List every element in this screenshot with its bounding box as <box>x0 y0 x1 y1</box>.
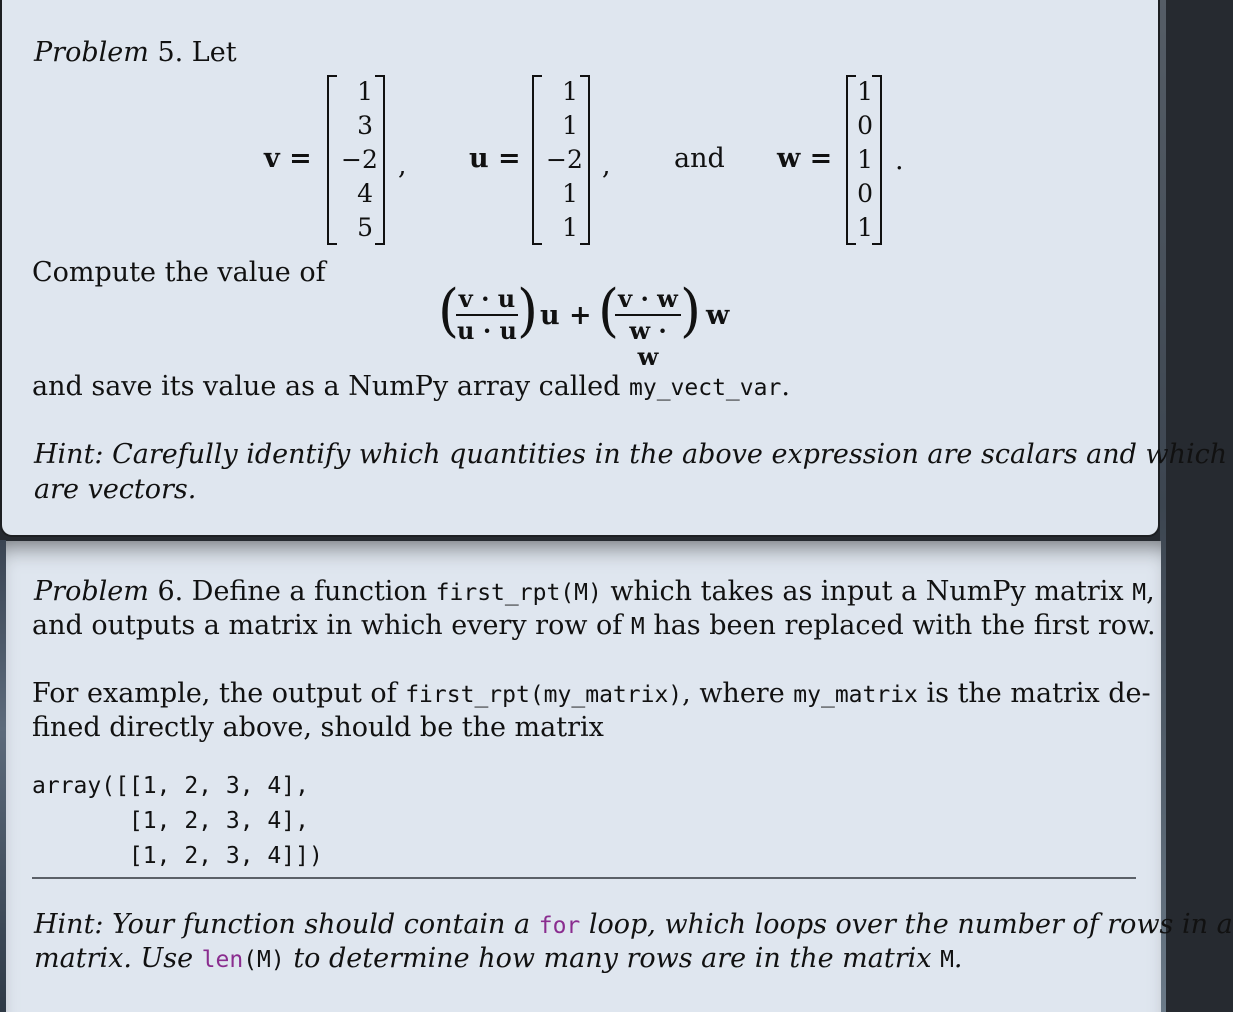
comma: , <box>602 150 611 181</box>
variable-name: my_matrix <box>793 682 918 708</box>
vector-entry: 3 <box>357 111 373 140</box>
keyword-for: for <box>538 913 581 939</box>
code-output-block <box>32 769 323 874</box>
u-symbol: u = <box>469 143 521 174</box>
compute-text: Compute the value of <box>32 257 326 288</box>
hint-text: Hint: Carefully identify which quantities in the above expression are scalars and which <box>34 439 1228 470</box>
left-paren: ( <box>438 277 460 344</box>
problem-label: Problem <box>34 576 149 607</box>
function-name: first_rpt(M) <box>435 580 602 606</box>
fraction-vu-over-uu: v · u u · u <box>457 284 517 345</box>
w-symbol: w = <box>777 143 833 174</box>
vector-entry: 1 <box>857 213 873 242</box>
problem-6-line-2: and outputs a matrix in which every row of M has been replaced with the first row. <box>32 610 1156 641</box>
vector-w <box>846 75 882 245</box>
keyword-len: len <box>201 947 244 973</box>
right-paren: ) <box>680 277 702 344</box>
vector-u <box>532 75 590 245</box>
code-line: array([[1, 2, 3, 4], <box>32 773 309 799</box>
vector-entry: −2 <box>341 145 378 174</box>
hint-line-1: Hint: Your function should contain a for loop, which loops over the number of rows in a <box>34 909 1233 940</box>
code-line: [1, 2, 3, 4], <box>32 808 309 834</box>
vector-entry: 4 <box>357 179 373 208</box>
save-instruction: and save its value as a NumPy array called my_vect_var. <box>32 371 790 402</box>
vector-entry: 0 <box>857 179 873 208</box>
vector-entry: 1 <box>562 111 578 140</box>
problem-6-line-1: Problem 6. Define a function first_rpt(M) which takes as input a NumPy matrix M, <box>34 576 1155 607</box>
vector-entry: 1 <box>562 77 578 106</box>
problem-label: Problem <box>34 37 149 68</box>
hint-text: are vectors. <box>34 474 197 505</box>
problem-6-card <box>6 541 1233 1012</box>
vector-v <box>327 75 385 245</box>
vector-entry: 5 <box>357 213 373 242</box>
problem-lead: Let <box>191 37 237 68</box>
fraction-vw-over-ww: v · w w · w <box>615 286 681 370</box>
v-symbol: v = <box>264 143 312 174</box>
variable-name: my_vect_var <box>629 375 782 401</box>
function-call: first_rpt(my_matrix) <box>405 682 683 708</box>
example-line-1: For example, the output of first_rpt(my_matrix), where my_matrix is the matrix de- <box>32 678 1151 709</box>
vector-entry: 1 <box>857 145 873 174</box>
vector-entry: 1 <box>357 77 373 106</box>
hint-line-2: matrix. Use len(M) to determine how many rows are in the matrix M. <box>34 943 963 974</box>
period: . <box>895 145 904 176</box>
right-paren: ) <box>517 277 539 344</box>
problem-number: 5. <box>157 37 184 68</box>
vector-entry: 0 <box>857 111 873 140</box>
problem-5-heading <box>34 36 237 70</box>
left-paren: ( <box>598 277 620 344</box>
example-line-2: fined directly above, should be the matrix <box>32 712 604 743</box>
divider <box>32 877 1136 879</box>
problem-number: 6. <box>157 576 184 607</box>
expr-middle: u + <box>540 300 592 331</box>
vector-entry: −2 <box>546 145 583 174</box>
vector-entry: 1 <box>857 77 873 106</box>
comma: , <box>398 150 407 181</box>
vector-entry: 1 <box>562 179 578 208</box>
code-line: [1, 2, 3, 4]]) <box>32 843 323 869</box>
and-word: and <box>674 143 725 174</box>
expr-end: w <box>706 300 730 331</box>
vector-entry: 1 <box>562 213 578 242</box>
